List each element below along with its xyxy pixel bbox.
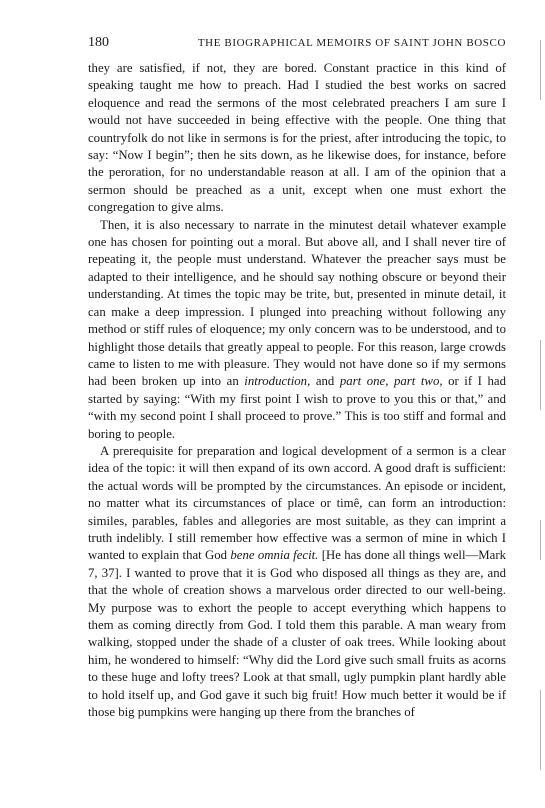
paragraph-3-text-a: A prerequisite for preparation and logical development of a sermon is a clear idea of the topic: it will then expand of its own accord. A good draft is sufficient: the actual words will be prompted by the circumstances. An episode or incident, no matter what its circumstances of place or timê, can form an introduction: similes, parables, fables and allegories are most suitable, as they can imprint a truth indelibly. I still remember how effective was a sermon of mine in which I wanted to explain that God	[88, 443, 506, 563]
page-edge-mark	[540, 340, 541, 410]
paragraph-2-italic-introduction: introduction,	[244, 374, 311, 389]
paragraph-2-text-b: and	[310, 374, 340, 389]
paragraph-3	[88, 443, 506, 722]
page-edge-mark	[540, 690, 541, 770]
page-number: 180	[88, 35, 109, 50]
paragraph-2-text-a: Then, it is also necessary to narrate in the minutest detail whatever example one has chosen for pointing out a moral. But above all, and I shall never tire of repeating it, the people must understand. Whatever the preacher says must be adapted to their intelligence, and he should say nothing obscure or beyond their understanding. At times the topic may be trite, but, presented in minute detail, it can make a deep impression. I plunged into preaching without following any method or stiff rules of eloquence; my only concern was to be understood, and to highlight those details that greatly appeal to people. For this reason, large crowds came to listen to me with pleasure. They would not have done so if my sermons had been broken up into an	[88, 217, 506, 389]
page-edge-mark	[540, 520, 541, 560]
running-head: THE BIOGRAPHICAL MEMOIRS OF SAINT JOHN BOSCO	[197, 37, 506, 49]
paragraph-1: they are satisfied, if not, they are bored. Constant practice in this kind of speaking taught me how to preach. Had I studied the best works on sacred eloquence and read the sermons of the most celebrated preachers I am sure I would not have succeeded in being effective with the people. One thing that countryfolk do not like in sermons is for the priest, after introducing the topic, to say: “Now I begin”; then he sits down, as he likewise does, for instance, before the peroration, for no understandable reason at all. I am of the opinion that a sermon should be preached as a unit, except when one must exhort the congregation to give alms.	[88, 61, 506, 215]
body-text	[88, 60, 506, 721]
paragraph-2	[88, 217, 506, 443]
paragraph-3-text-b: [He has done all things well—Mark 7, 37]. I wanted to prove that it is God who disposed all things as they are, and that the whole of creation shows a marvelous order directed to our well-being. My purpose was to exhort the people to accept everything which happens to them as coming directly from God. I told them this parable. A man weary from walking, stopped under the shade of a cluster of oak trees. While looking about him, he wondered to himself: “Why did the Lord give such small fruits as acorns to these huge and lofty trees? Look at that small, ugly pumpkin plant hardly able to hold itself up, and God gave it such big fruit! How much better it would be if those big pumpkins were hanging up there from the branches of	[88, 548, 507, 720]
paragraph-2-italic-parts: part one, part two,	[339, 374, 443, 389]
paragraph-3-italic-latin: bene omnia fecit.	[230, 548, 319, 563]
page-edge-mark	[540, 40, 541, 100]
page-header	[88, 32, 506, 54]
book-page	[88, 32, 506, 721]
paragraph-2-text-c: or if I had started by saying: “With my first point I wish to prove to you this or that,” and “with my second point I shall proceed to prove.” This is too stiff and formal and boring to people.	[88, 374, 506, 441]
